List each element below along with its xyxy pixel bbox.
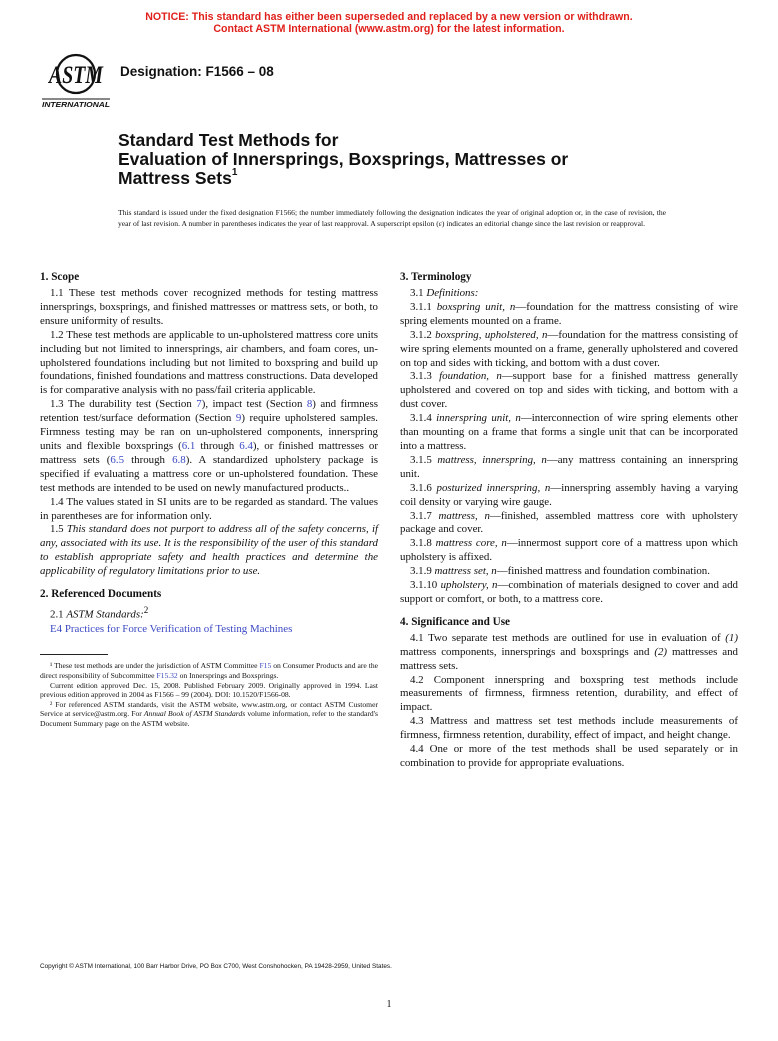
withdrawn-notice <box>0 11 778 35</box>
significance-paragraph <box>400 632 738 674</box>
definition-term: boxspring unit, n <box>436 300 516 313</box>
scope-paragraph: 1.2 These test methods are applicable to un-upholstered mattress core units including but not limited to innersprings, air chambers, and foam cores, un-upholstered foundations including but not limited to boxspring and build up foundations, finished foundations and mattress constructions. Data developed is for comparative analysis with no pass/fail criteria applicable. <box>40 328 378 397</box>
text: mattresses and mattress sets. <box>400 645 738 672</box>
definitions-label <box>400 287 738 301</box>
text: 3.1.3 <box>410 370 440 383</box>
safety-caveat: This standard does not purport to address all of the safety concerns, if any, associated with its use. It is the responsibility of the user of this standard to establish appropriate safety and health practices and determine the applicability of regulatory limitations prior to use. <box>40 523 379 578</box>
text: 3.1.8 <box>410 537 436 550</box>
right-column <box>400 270 738 771</box>
footnote-divider <box>40 654 108 655</box>
document-title <box>118 131 568 188</box>
text: on Innersprings and Boxsprings. <box>177 671 279 681</box>
scope-paragraph: 1.1 These test methods cover recognized methods for testing mattress innersprings, boxsprings, and finished mattresses or mattress sets, or both, to ensure uniformity of results. <box>40 287 378 327</box>
text: ) and firmness retention test/surface deformation (Section <box>40 398 378 425</box>
definition-item <box>400 370 738 412</box>
referenced-doc <box>40 623 378 637</box>
definition-item <box>400 537 738 565</box>
footnote-mark: 2 <box>143 605 149 616</box>
text: mattress components, innersprings and boxsprings and <box>400 645 655 658</box>
definition-term: foundation, n <box>439 370 502 383</box>
section-link[interactable]: 7 <box>196 398 202 411</box>
text: ASTM Standards: <box>66 608 144 621</box>
footnote: Current edition approved Dec. 15, 2008. Published February 2009. Originally approved in 1994. Last previous edition approved in 2004 as F1566 – 99 (2004). DOI: 10.1520/F1566-08. <box>40 680 378 700</box>
text: 3.1.2 <box>410 328 436 341</box>
title-line-1: Standard Test Methods for <box>118 130 339 150</box>
section-link[interactable]: 6.5 <box>110 453 125 466</box>
scope-paragraph <box>40 523 378 579</box>
referenced-paragraph <box>40 604 378 623</box>
astm-logo <box>40 52 112 108</box>
doc-code-link[interactable]: E4 <box>50 622 63 635</box>
definition-item <box>400 454 738 482</box>
definition-term: posturized innerspring, n <box>436 481 551 494</box>
definition-item <box>400 565 738 579</box>
text: ) require upholstered samples. Firmness testing may be ran on un-upholstered components, innerspring units and flexible boxsprings ( <box>40 412 378 452</box>
text: on Consumer Products and are the direct responsibility of Subcommittee <box>40 661 379 681</box>
title-line-2: Evaluation of Innersprings, Boxsprings, Mattresses or <box>118 149 569 169</box>
terminology-heading: 3. Terminology <box>400 271 472 283</box>
text: 3.1.4 <box>410 412 437 425</box>
definition-term: mattress, n <box>438 509 490 522</box>
text: 3.1.1 <box>410 300 437 313</box>
title-line-3 <box>118 169 568 188</box>
text: —any mattress containing an innerspring unit. <box>400 453 738 480</box>
issued-note: This standard is issued under the fixed designation F1566; the number immediately following the designation indicates the year of original adoption or, in the case of revision, the year of last revision. A number in parentheses indicates the year of last reapproval. A superscript epsilon (ε) indicates an editorial change since the last revision or reapproval. <box>118 208 666 228</box>
subcommittee-link[interactable]: F15.32 <box>156 671 178 681</box>
scope-paragraph <box>40 398 378 495</box>
scope-heading: 1. Scope <box>40 271 80 283</box>
definition-item <box>400 412 738 454</box>
referenced-documents-heading: 2. Referenced Documents <box>40 588 162 601</box>
definition-term: boxspring, upholstered, n <box>435 328 548 341</box>
definition-item <box>400 329 738 371</box>
definition-term: mattress set, n <box>434 565 497 578</box>
text: (2) <box>654 645 668 658</box>
text: —support base for a finished mattress generally upholstered and covered on top and sides with ticking, and bottom with a dust cover. <box>400 370 738 411</box>
copyright-line: Copyright © ASTM International, 100 Barr Harbor Drive, PO Box C700, West Conshohocken, PA 19428-2959, United States. <box>40 963 392 970</box>
page-number: 1 <box>386 999 392 1010</box>
logo-label: INTERNATIONAL <box>42 100 110 108</box>
definition-term: innerspring unit, n <box>436 412 521 425</box>
logo-letters: ASTM <box>47 62 104 89</box>
definition-term: mattress, innerspring, n <box>437 453 547 466</box>
definition-term: upholstery, n <box>440 579 498 592</box>
footnote <box>40 700 378 729</box>
significance-heading: 4. Significance and Use <box>400 615 511 628</box>
text: 4.1 Two separate test methods are outlined for use in evaluation of <box>410 631 726 644</box>
text: ¹ These test methods are under the jurisdiction of ASTM Committee <box>50 661 260 671</box>
text: —interconnection of wire spring elements other than mounting on a frame that forms a single unit that can be incorporated into a mattress. <box>400 412 738 452</box>
significance-paragraph: 4.2 Component innerspring and boxspring test methods include measurements of firmness, firmness retention, durability, and effect of impact. <box>400 673 738 714</box>
section-link[interactable]: 6.1 <box>181 439 196 452</box>
text: 2.1 <box>50 608 67 621</box>
text: —foundation for the mattress consisting of wire spring elements mounted on a frame. <box>400 300 738 327</box>
text: ² For referenced ASTM standards, visit the ASTM website, www.astm.org, or contact ASTM Customer Service at service@astm.org. For <box>40 699 378 719</box>
text: 3.1.6 <box>410 481 437 494</box>
text: —innermost support core of a mattress upon which upholstery is affixed. <box>400 537 738 564</box>
text: 1.5 <box>50 523 67 536</box>
text: volume information, refer to the standard's Document Summary page on the ASTM website. <box>40 709 379 729</box>
definition-item <box>400 510 738 538</box>
significance-paragraph: 4.4 One or more of the test methods shall be used separately or in combination to provide for appropriate evaluations. <box>400 743 738 769</box>
text: 3.1.7 <box>410 509 439 522</box>
text: ), impact test (Section <box>201 398 307 411</box>
scope-paragraph: 1.4 The values stated in SI units are to be regarded as standard. The values in parentheses are for information only. <box>40 495 378 522</box>
text: 3.1 <box>410 287 427 299</box>
section-link[interactable]: 6.8 <box>172 453 186 466</box>
definition-term: mattress core, n <box>435 537 507 550</box>
title-line-3-text: Mattress Sets <box>118 168 232 188</box>
text: —foundation for the mattress consisting of wire spring elements mounted on a frame, generally upholstered and covered on top and sides with ticking, and bottom with a dust cover. <box>400 328 738 369</box>
text: ), or finished mattresses or mattress sets ( <box>40 439 378 466</box>
text: 3.1.10 <box>410 579 441 592</box>
title-footnote-mark: 1 <box>231 167 238 179</box>
section-link[interactable]: 6.4 <box>239 439 253 452</box>
notice-line-1: NOTICE: This standard has either been superseded and replaced by a new version or withdrawn. <box>145 11 633 23</box>
text: —combination of materials designed to cover and add support or comfort, or both, to a mattress core. <box>400 579 738 605</box>
text: 3.1.9 <box>410 565 435 578</box>
significance-paragraph: 4.3 Mattress and mattress set test methods include measurements of firmness, firmness retention, durability, effect of impact, and height change. <box>400 715 738 742</box>
committee-link[interactable]: F15 <box>259 661 272 671</box>
definition-item <box>400 579 738 607</box>
designation: Designation: F1566 – 08 <box>120 64 274 79</box>
text: Definitions: <box>426 287 479 299</box>
text: Annual Book of ASTM Standards <box>143 709 246 719</box>
text: —finished mattress and foundation combination. <box>496 565 710 578</box>
text: (1) <box>725 631 738 644</box>
left-column <box>40 270 378 729</box>
text: through <box>195 439 240 452</box>
text: —finished, assembled mattress core with upholstery package and cover. <box>400 509 738 536</box>
doc-title-link[interactable]: Practices for Force Verification of Testing Machines <box>64 622 293 635</box>
notice-line-2: Contact ASTM International (www.astm.org) for the latest information. <box>213 23 565 35</box>
text: 1.3 The durability test (Section <box>50 398 197 411</box>
text: through <box>124 453 173 466</box>
text: ). A standardized upholstery package is specified if evaluating a mattress core or un-upholstered foundation. These test methods are intended to be used on newly manufactured products.. <box>40 453 379 494</box>
footnote <box>40 661 378 680</box>
section-link[interactable]: 8 <box>306 398 313 411</box>
definition-item <box>400 301 738 329</box>
definition-item <box>400 482 738 510</box>
text: 3.1.5 <box>410 453 438 466</box>
text: —innerspring assembly having a varying coil density or varying wire gauge. <box>400 481 738 508</box>
section-link[interactable]: 9 <box>235 412 242 425</box>
